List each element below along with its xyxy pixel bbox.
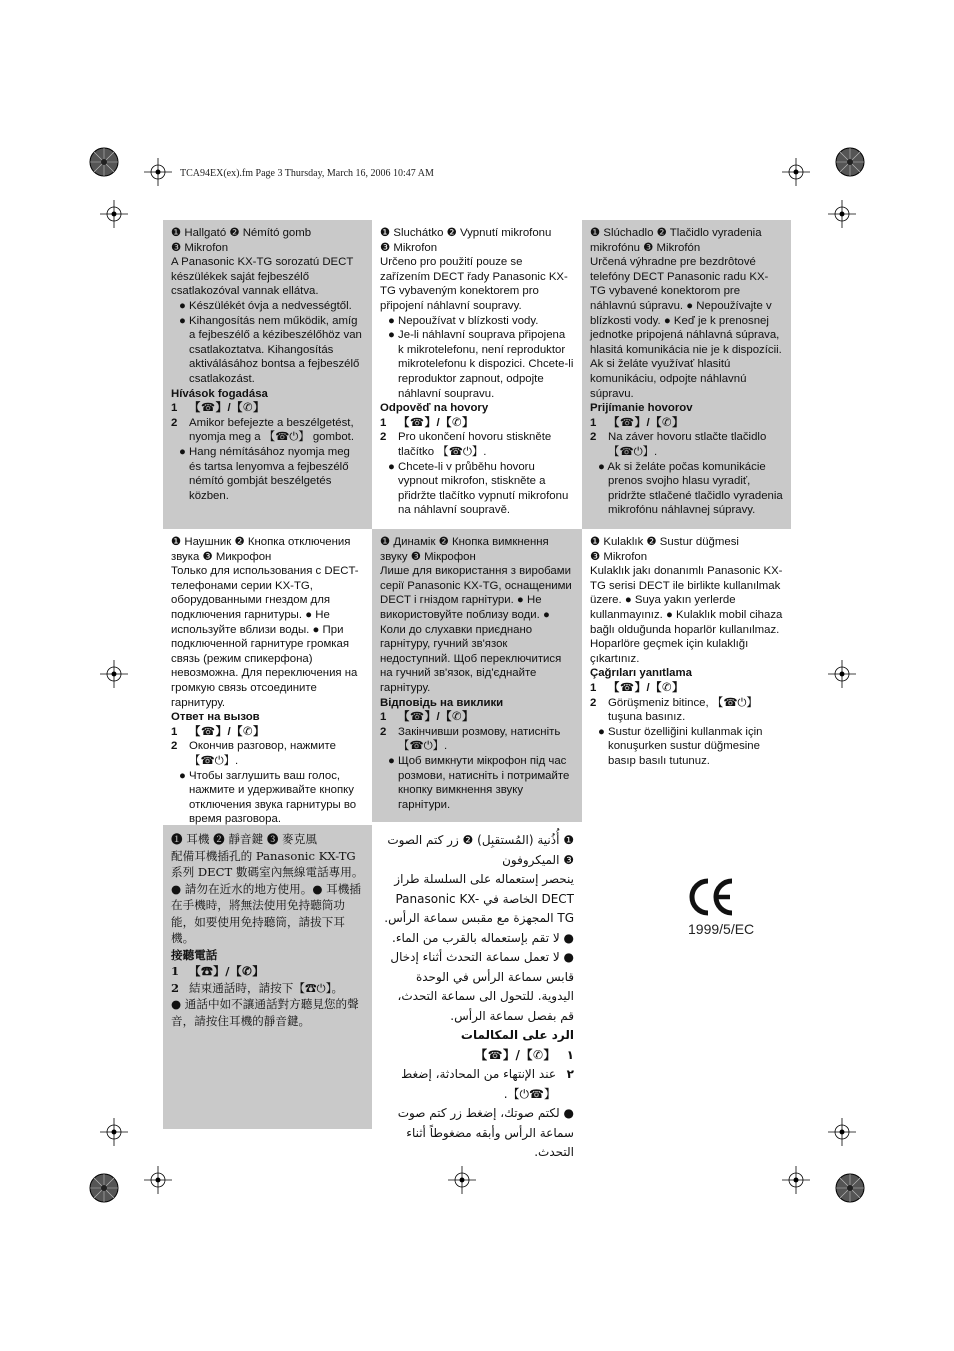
step-2: 2 Закінчивши розмову, натисніть 【☎⏻】. xyxy=(380,725,561,753)
panel-title: ❸ Mikrofon xyxy=(590,550,648,563)
panel-title: ❶ Sluchátko ❷ Vypnutí mikrofonu xyxy=(380,227,552,239)
color-rosette-icon xyxy=(835,1173,865,1203)
section-heading: Odpověď na hovory xyxy=(380,402,489,415)
panel-note: ● Hang némításához nyomja meg és tartsa lenyomva a fejbeszélő némító gombját beszélgetés közben. xyxy=(179,445,350,502)
step-1: 1 【☎】/【✆】 xyxy=(380,416,474,429)
panel-title: ❸ Mikrofon xyxy=(171,241,229,254)
step-2: 2 Na záver hovoru stlačte tlačidlo 【☎⏻】. xyxy=(590,431,767,458)
crosshair-mark-icon xyxy=(782,158,810,186)
panel-title: ❶ 耳機 ❷ 靜音鍵 ❸ 麥克風 xyxy=(171,832,317,846)
panel-title: ❶ Hallgató ❷ Némító gomb xyxy=(171,227,312,239)
panel-czech xyxy=(372,220,582,529)
panel-slovak xyxy=(582,220,791,529)
color-rosette-icon xyxy=(89,147,119,177)
crosshair-mark-icon xyxy=(144,158,172,186)
panel-note: ● Чтобы заглушить ваш голос, нажмите и удерживайте кнопку отключения звука гарнитуры во время разговора. xyxy=(179,769,357,826)
crosshair-mark-icon xyxy=(828,200,856,228)
section-heading: Ответ на вызов xyxy=(171,711,260,724)
step-1: 1 【☎】/【✆】 xyxy=(590,416,684,429)
step-2: ٢ عند الإنتهاء من المحادثة، إضغط 【☎⏻】. xyxy=(401,1067,574,1101)
crosshair-mark-icon xyxy=(782,1166,810,1194)
panel-ukrainian xyxy=(372,529,582,822)
color-rosette-icon xyxy=(89,1173,119,1203)
panel-note: ● Ak si želáte počas komunikácie prenos svojho hlasu vyradiť, pridržte stlačené tlačidlo vyradenia mikrofónu náhlavnej súpravy. xyxy=(598,460,783,517)
panel-bullet: ● Nepoužívat v blízkosti vody. xyxy=(388,314,539,327)
file-info-header: TCA94EX(ex).fm Page 3 Thursday, March 16, 2006 10:47 AM xyxy=(180,168,434,179)
panel-note: ● لكتم صوتك، إضغط زر كتم صوت سماعة الرأس وأبقه مضغوطاً أثناء التحدث. xyxy=(397,1106,574,1159)
color-rosette-icon xyxy=(835,147,865,177)
panel-intro: 配備耳機插孔的 Panasonic KX-TG 系列 DECT 數碼室內無線電話專用。● 請勿在近水的地方使用。● 耳機插在手機時，將無法使用免持聽筒功能，如要使用免持聽筒，請拔下耳機。 xyxy=(171,848,364,945)
panel-bullet: ● Készülékét óvja a nedvességtől. xyxy=(179,299,352,312)
step-2: 2 Görüşmeniz bitince, 【☎⏻】 tuşuna basınız. xyxy=(590,696,758,724)
section-heading: Hívások fogadása xyxy=(171,387,268,400)
panel-arabic xyxy=(372,825,582,1159)
step-1: 1 【☎】/【✆】 xyxy=(380,711,474,724)
crosshair-mark-icon xyxy=(100,660,128,688)
panel-intro: Только для использования с DECT-телефонами серии KX-TG, оборудованными гнездом для подключения гарнитуры. ● Не используйте вблизи воды. ● При подключенной гарнитуре громкая связь (режим спикерфона) невозможна. Для переключения на громкую связь отсоедините гарнитуру. xyxy=(171,565,359,709)
panel-title: звука ❸ Микрофон xyxy=(171,550,272,563)
panel-intro: ينحصر إستعماله على السلسلة طراز DECT الخاصة في Panasonic KX-TG المجهزة مع مقبس سماعة الرأس. ● لا تقم بإستعماله بالقرب من الماء. ● لا تعمل سماعة التحدث أثناء إدخال قابس سماعة الرأس في الوحدة اليدوية. للتحول الى سماعة التحدث، قم بفصل سماعة الرأس. xyxy=(384,872,574,1023)
step-2: 2 Pro ukončení hovoru stiskněte tlačítko 【☎⏻】. xyxy=(380,431,552,458)
panel-note: ● 通話中如不讓通話對方聽見您的聲音，請按住耳機的靜音鍵。 xyxy=(171,997,359,1028)
panel-hungarian xyxy=(163,220,372,529)
step-1: 1 【☎】/【✆】 xyxy=(171,964,265,978)
directive-label: 1999/5/EC xyxy=(688,921,755,937)
step-1: 1 【☎】/【✆】 xyxy=(171,402,265,415)
panel-title: ❶ Slúchadlo ❷ Tlačidlo vyradenia xyxy=(590,227,762,239)
panel-intro: A Panasonic KX-TG sorozatú DECT készülékek saját fejbeszélő csatlakozóval vannak ellátva. xyxy=(171,256,354,298)
panel-note: ● Щоб вимкнути мікрофон під час розмови, натисніть і потримайте кнопку вимкнення звуку гарнітури. xyxy=(388,754,570,811)
panel-title: ❸ Mikrofon xyxy=(380,241,438,254)
panel-title: ❶ أُذُنية (المُستقبِل) ❷ زر كتم الصوت xyxy=(387,833,574,847)
panel-intro: Určeno pro použití pouze se zařízením DECT řady Panasonic KX-TG vybaveným konektorem pro připojení náhlavní soupravy. xyxy=(380,256,568,312)
ce-compliance xyxy=(688,877,788,937)
crosshair-mark-icon xyxy=(100,1118,128,1146)
ce-mark-icon xyxy=(688,877,736,917)
step-2: 2 Окончив разговор, нажмите 【☎⏻】. xyxy=(171,740,336,767)
panel-russian xyxy=(163,529,372,826)
section-heading: Prijímanie hovorov xyxy=(590,402,693,415)
section-heading: Відповідь на виклики xyxy=(380,696,504,709)
panel-title: звуку ❸ Мікрофон xyxy=(380,550,476,563)
panel-turkish xyxy=(582,529,791,822)
section-heading: 接聽電話 xyxy=(171,947,218,962)
panel-intro: Určená výhradne pre bezdrôtové telefóny DECT Panasonic radu KX-TG vybavené konektorom pre náhlavnú súpravu. ● Nepoužívajte v blízkosti vody. ● Keď je k prenosnej jednotke pripojená náhlavná súprava, hlasitá komunikácia nie je k dispozícii. Ak si želáte využívať hlasitú komunikáciu, odpojte náhlavnú súpravu. xyxy=(590,256,782,400)
crosshair-mark-icon xyxy=(828,660,856,688)
panel-bullet: ● Kihangosítás nem működik, amíg a fejbeszélő a kézibeszélőhöz van csatlakoztatva. Kihangosítás aktiválásához bontsa a fejbeszélő csatlakozást. xyxy=(179,314,362,385)
step-2: 2 結束通話時，請按下【☎⏻】。 xyxy=(171,980,344,995)
crosshair-mark-icon xyxy=(144,1166,172,1194)
panel-title: ❶ Kulaklık ❷ Sustur düğmesi xyxy=(590,536,739,548)
crosshair-mark-icon xyxy=(100,200,128,228)
panel-bullet: ● Je-li náhlavní souprava připojena k mikrotelefonu, není reproduktor mikrotelefonu k dispozici. Chcete-li reproduktor zapnout, odpojte náhlavní soupravu. xyxy=(388,329,574,400)
panel-note: ● Chcete-li v průběhu hovoru vypnout mikrofon, stiskněte a přidržte tlačítko vypnutí mikrofonu na náhlavní soupravě. xyxy=(388,460,569,517)
crosshair-mark-icon xyxy=(828,1118,856,1146)
section-heading: Çağrıları yanıtlama xyxy=(590,667,692,680)
step-2: 2 Amikor befejezte a beszélgetést, nyomja meg a 【☎⏻】 gombot. xyxy=(171,416,355,444)
panel-intro: Лише для використання з виробами серії Panasonic KX-TG, оснащеними DECT і гніздом гарнітури. ● Не використовуйте поблизу води. ● Коли до слухавки приєднано гарнітуру, гучний зв'язок недоступний. Щоб переключитися на гучний зв'язок, від'єднайте гарнітуру. xyxy=(380,565,572,694)
step-1: ١ 【✆】/【☎】 xyxy=(475,1047,574,1062)
panel-title: mikrofónu ❸ Mikrofón xyxy=(590,241,701,254)
section-heading: الرد على المكالمات xyxy=(460,1028,574,1042)
panel-intro: Kulaklık jakı donanımlı Panasonic KX-TG serisi DECT ile birlikte kullanılmak üzere. ● Suya yakın yerlerde kullanmayınız. ● Kulaklık mobil cihaza bağlı olduğunda hoparlör kullanılmaz. Hoparlöre geçmek için kulaklığı çıkartınız. xyxy=(590,565,783,665)
step-1: 1 【☎】/【✆】 xyxy=(590,681,684,694)
panel-chinese xyxy=(163,825,372,1129)
step-1: 1 【☎】/【✆】 xyxy=(171,725,265,738)
crosshair-mark-icon xyxy=(448,1166,476,1194)
panel-title: ❶ Наушник ❷ Кнопка отключения xyxy=(171,536,351,548)
panel-title: ❶ Динамік ❷ Кнопка вимкнення xyxy=(380,536,549,548)
panel-title: ❸ الميكروفون xyxy=(502,852,574,867)
panel-note: ● Sustur özelliğini kullanmak için konuşurken sustur düğmesine basıp basılı tutunuz. xyxy=(598,725,763,767)
